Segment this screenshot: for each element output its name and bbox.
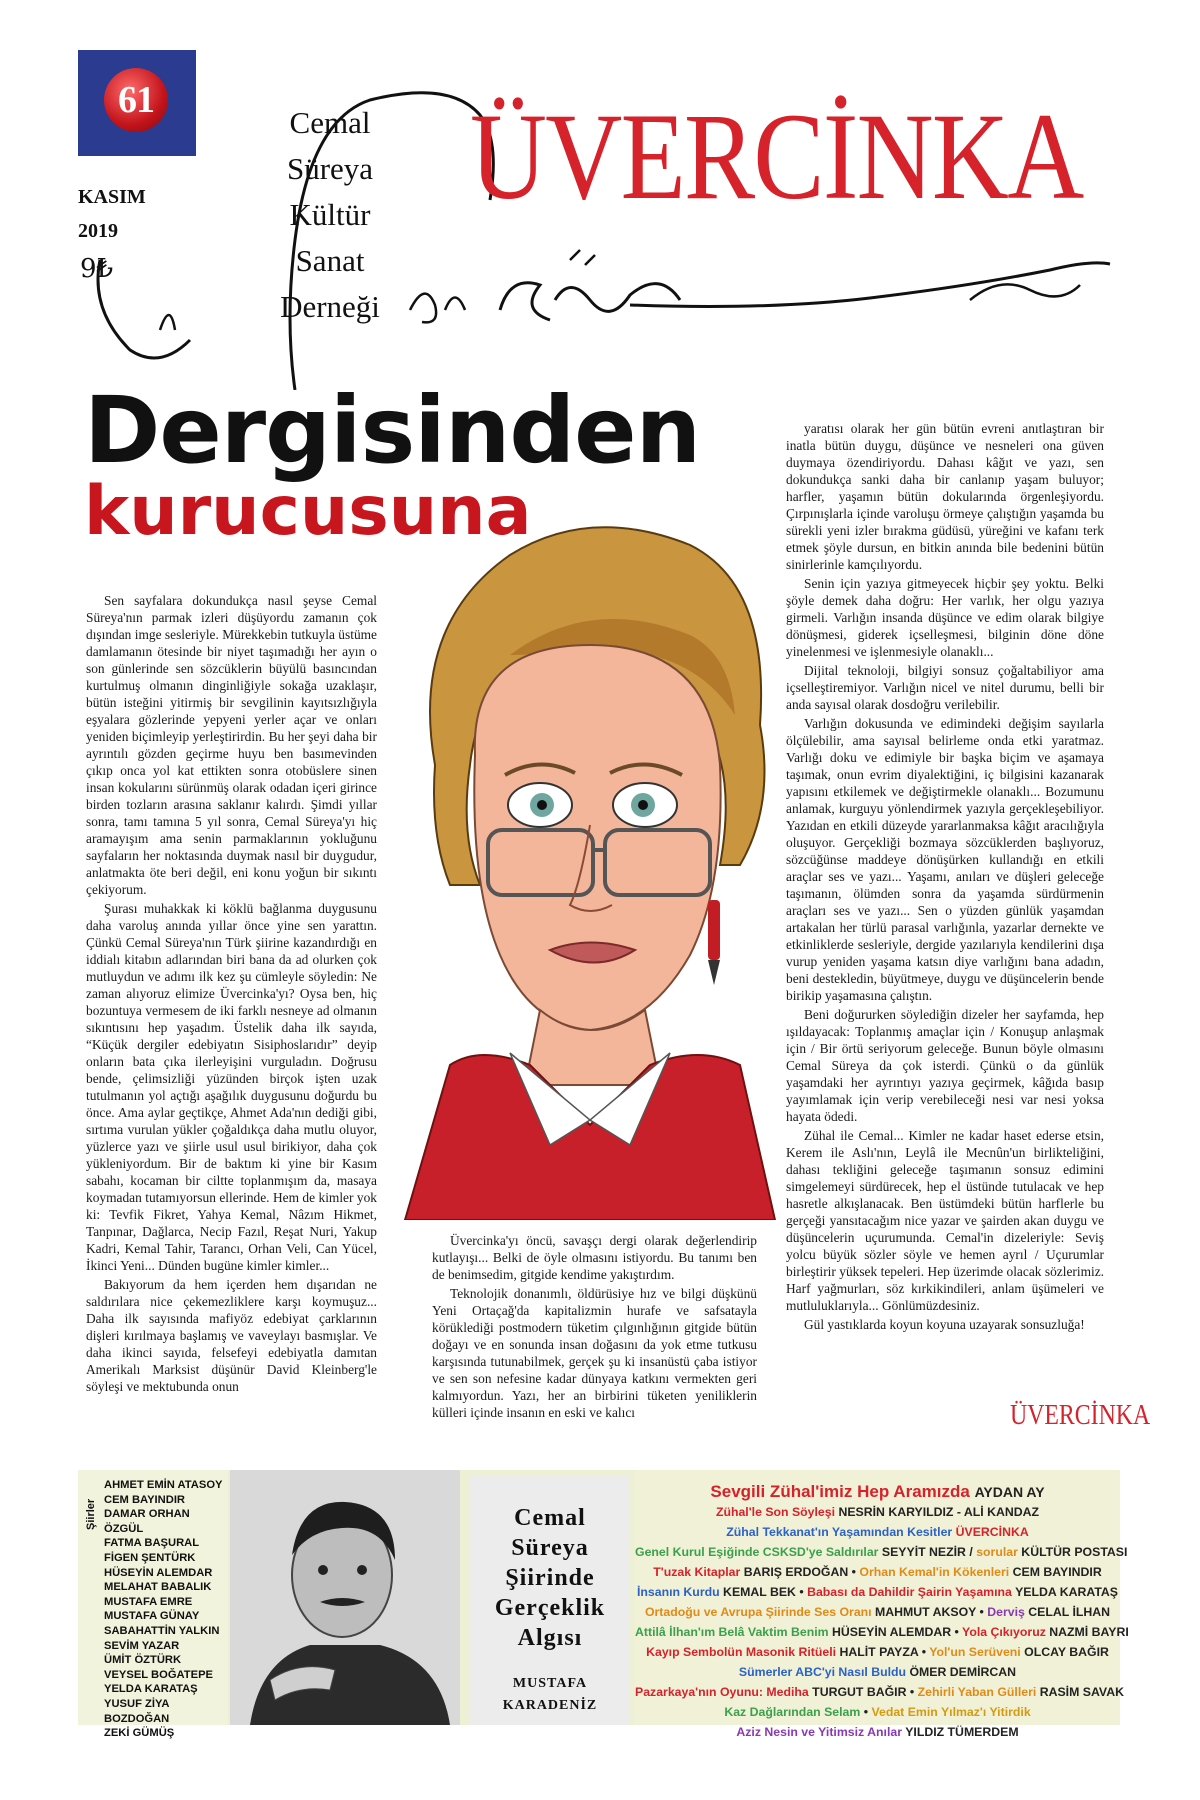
- essay-author-line: KARADENİZ: [502, 1698, 598, 1713]
- contents-entry: [635, 1662, 1120, 1682]
- contents-entry: [635, 1682, 1124, 1702]
- paragraph: Zühal ile Cemal... Kimler ne kadar haset ederse etsin, Kerem ile Aslı'nın, Leylâ ile Mecnûn'un birlikteliğini, dahası tekliğini geleceğe taşımanın sonsuz edimini simgelemeyi sürdürecek, hep el üstünde tutulacak ve hep hasretle alkışlanacak. Ben üstümdeki bütün harflerle bu gerçeği yansıtacağım nice yazar ve şairden akan duygu ve düşüncelerin uçurumunda. Cemal'in dizeleriyle: Seviş yolcu büyük sözler söyle ve hemen ayrıl / Uçurumlar birleştirir yüksek tepeleri. Hep üzerimde olacak sözlerimiz. Harf yağmurları, söz kırkikindileri, anlam üşümeleri ve mutluluklarıyla... Gönlümüzdesiniz.: [786, 1128, 1104, 1313]
- poet-name: HÜSEYİN ALEMDAR: [104, 1566, 213, 1579]
- poet-name: FİGEN ŞENTÜRK: [104, 1551, 196, 1564]
- contents-entry-part: Aziz Nesin ve Yitimsiz Anılar: [736, 1725, 902, 1739]
- contents-entry-part: KÜLTÜR POSTASI: [1017, 1545, 1128, 1559]
- contents-entry: [635, 1642, 1120, 1662]
- poet-name: MUSTAFA EMRE: [104, 1595, 193, 1608]
- contents-entry-part: NESRİN KARYILDIZ - ALİ KANDAZ: [835, 1505, 1040, 1519]
- contents-entry-part: OLCAY BAĞIR: [1020, 1645, 1109, 1659]
- issue-year: 2019: [78, 220, 118, 242]
- contents-entry-part: T'uzak Kitaplar: [653, 1565, 741, 1579]
- contents-entry-part: Zühal Tekkanat'ın Yaşamından Kesitler: [726, 1525, 953, 1539]
- contents-entry-part: Derviş: [987, 1605, 1025, 1619]
- contents-entry-part: ÖMER DEMİRCAN: [906, 1665, 1017, 1679]
- article-column-3: [786, 420, 1104, 1420]
- association-line: Kültür: [289, 197, 371, 232]
- paragraph: Teknolojik donanımlı, öldürüsiye hız ve bilgi düşkünü Yeni Ortaçağ'da kapitalizmin hurafe ve safsatayla körüklediği postmodern tüketim çılgınlığının gitgide bütün doğayı ve en sonunda insan doğasını da yok etme tutkusu karşısında tutunabilmek, gerçek şu ki insanüstü çaba istiyor ve sen son nefesine kadar dünyaya katkını vermekten geri kalmıyordun. Yazı, her an birbirini tüketen yeniliklerin külleri içinde insanın en eski ve kalıcı: [432, 1286, 757, 1420]
- paragraph: Şurası muhakkak ki köklü bağlanma duygusunu daha varoluş anında yıllar önce yine sen yarattın. Çünkü Cemal Süreya'nın Türk şiirine kazandırdığı en iddialı kitabın adlarından biri bana da ad olurken çok mutluydun ve adımı ilk kez şu cümleyle söyledin: Ne zaman alıyoruz elimize Üvercinka'yı? Oysa ben, hiç bozuntuya vermesem de iki farklı nesneye ad olmanın sıkıntısını hep yaşadım. Üstelik daha ilk sayıda, “Küçük dergiler edebiyatın Sisiphoslarıdır” deyip onların bata çıka ilerleyişini vurguladın. Doğrusu bende, çelimsizliği yüzünden birçok işten uzak tutulmanın yol açtığı aşağılık duygusunu doğurdu bu önce. Ama aylar geçtikçe, Ahmet Ada'nın dediği gibi, sırtıma vurulan yükler çoğaldıkça daha mutlu oluyor, yüzlerce yazı ve şiirle usul usul birikiyor, daha çok yükleniyordum. Bir de baktım ki yine bir Kasım sabahı, kocaman bir ciltte toplanmışım da, masaya koymadan tutamıyorsun ellerinde. Hem de kimler yok ki: Tevfik Fikret, Yahya Kemal, Nâzım Hikmet, Tanpınar, Dağlarca, Necip Fazıl, Reşat Nuri, Yakup Kadri, Kemal Tahir, Tarancı, Orhan Veli, Can Yücel, İkinci Yeni... Dünden bugüne kimler kimler...: [86, 901, 377, 1273]
- paragraph: Üvercinka'yı öncü, savaşçı dergi olarak değerlendirip kutlayışı... Belki de öyle olmasını istiyordu. Bu tanımı ben de benimsedim, gitgide kendime yakıştırdım.: [432, 1233, 757, 1282]
- contents-entry-part: ÜVERCİNKA: [952, 1525, 1029, 1539]
- contents-title-author: AYDAN AY: [974, 1484, 1045, 1500]
- contents-entry-part: Attilâ İlhan'ım Belâ Vaktim Benim: [635, 1625, 829, 1639]
- contents-entry-part: Vedat Emin Yılmaz'ı Yitirdik: [871, 1705, 1031, 1719]
- association-line: Cemal: [289, 105, 371, 140]
- poet-name: CEM BAYINDIR: [104, 1493, 186, 1506]
- issue-month: KASIM: [78, 186, 146, 208]
- contents-entry: [635, 1722, 1120, 1742]
- contents-entry-part: Babası da Dahildir Şairin Yaşamına: [807, 1585, 1012, 1599]
- contents-entry-part: Kaz Dağlarından Selam: [724, 1705, 861, 1719]
- contents-entry-part: Kayıp Sembolün Masonik Ritüeli: [646, 1645, 837, 1659]
- table-of-contents: [635, 1470, 1129, 1739]
- poet-name: AHMET EMİN ATASOY: [104, 1479, 223, 1491]
- article-column-1: [86, 592, 377, 1432]
- headline-line2: kurucusuna: [84, 472, 532, 551]
- essay-title-line: Gerçeklik: [494, 1595, 606, 1621]
- contents-entry-part: CELAL İLHAN: [1024, 1605, 1111, 1619]
- poet-name: VEYSEL BOĞATEPE: [104, 1668, 214, 1681]
- essay-title-line: Şiirinde: [505, 1565, 595, 1591]
- contents-entry: [635, 1562, 1120, 1582]
- contents-entry: [635, 1502, 1120, 1522]
- essay-author-line: MUSTAFA: [512, 1676, 588, 1691]
- contents-entry-part: TURGUT BAĞIR •: [808, 1685, 918, 1699]
- contents-entry: [635, 1622, 1129, 1642]
- contents-entry-part: İnsanın Kurdu: [636, 1585, 720, 1599]
- poet-name: FATMA BAŞURAL: [104, 1537, 200, 1550]
- essay-title-line: Algısı: [517, 1625, 583, 1651]
- poet-name: ÜMİT ÖZTÜRK: [104, 1654, 182, 1667]
- contents-entry-part: Yola Çıkıyoruz: [962, 1625, 1046, 1639]
- contents-entry-part: Orhan Kemal'in Kökenleri: [859, 1565, 1010, 1579]
- contents-title-text: Sevgili Zühal'imiz Hep Aramızda: [710, 1482, 970, 1501]
- contents-title: [635, 1482, 1120, 1502]
- paragraph: Beni doğururken söylediğin dizeler her sayfamda, hep ışıldayacak: Toplanmış amaçlar için / Konuşup anlaşmak için / Bir örtü seriyorum geleceğe. Bunun böyle olmasını Cemal Süreya da çok isterdi. Çünkü o da günlük yaşamdaki her ayrıntıyı yazıya geçirmek, kâğıda basıp yayımlamak için verip verebileceği nesi var nesi yoksa hayata ödedi.: [786, 1007, 1104, 1124]
- caricature-portrait: [390, 505, 790, 1220]
- contents-entry: [635, 1702, 1120, 1722]
- contents-entry-part: RASİM SAVAK: [1036, 1685, 1124, 1699]
- paragraph: Sen sayfalara dokundukça nasıl şeyse Cemal Süreya'nın parmak izleri düşüyordu zamanın çok dışından imge sesleriyle. Mürekkebin tutkuyla üstüme damlamanın ötesinde bir niyet taşımadığı her ayın o son günlerinde sen sözcüklerin büyülü basıncından kurtulmuş olmanın dinginliğiyle sokağa uzaklaşır, bütün isteğini yitirmiş bir sevgilinin kayıtsızlığıyla eşyalara gözlerinde yepyeni yerler açar ve onları yeniden biçimleyip yerleştirirdin. Bu her şeyi daha bir ayrıntılı gözden geçirme huyu ben basımevinden çıkıp onca yol kat ettikten sonra otobüslere sinen insan kokularını sürünmüş olarak odadan içeri girince birden tozların arasına saklanır kalırdı. Şimdi yıllar sonra, tamı tamına 5 yıl sonra, Cemal Süreya'yı hiç aramayışım ama senin parmaklarının yokluğunu sayfaların her noktasında duymak nasıl bir duygudur, anlatmakta öte beri değil, eni konu yoğun bir sıkıntı çekiyorum.: [86, 593, 377, 897]
- paragraph: Varlığın dokusunda ve edimindeki değişim sayılarla ölçülebilir, ama sayısal belirleme onda etki yaratmaz. Varlığı doku ve edimiyle bir başka biçim ve aşamaya taşımak, onun evrim diyalektiğini, iç bilgisini kazanarak yapısını etkilemek ve değiştirmekle olanaklı... Bozumunu anlamak, kurguyu yönlendirmek yazıyla gerçekleşebiliyor. Yazıdan en etkili düzeyde yararlanmaksa kâğıt aracılığıyla oluşuyor. Gerçekliği bozmaya sözcüklerden başlıyoruz, sözcüğünse maddeye dönüşürken kullandığı en etkili araçlar ses ve yazı... Yaşamı, anıları ve düşleri geleceğe taşımanın, ölümden sonra da yaşamda sürdürmenin araçları ses ve yazı... Sen o yüzden günlük yaşamdan artakalan her türlü parasal varlığınla, yazarlar dernekte ve etkinliklerde sesleriyle, dergide yazılarıyla kendilerini dışa vurup yeniden yaşama katsın diye varlığını bana adadın, beni destekledin, büyütmeye, duygu ve düşüncelerin bende birikip yaşamasına çalıştın.: [786, 716, 1104, 1003]
- poet-name: SEVİM YAZAR: [104, 1639, 180, 1652]
- contents-entry-part: Genel Kurul Eşiğinde CSKSD'ye Saldırılar: [635, 1545, 879, 1559]
- poet-name: ZEKİ GÜMÜŞ: [104, 1727, 175, 1740]
- issue-price: 9₺: [80, 254, 114, 284]
- article-signature-logo: ÜVERCİNKA: [1010, 1400, 1151, 1431]
- contents-entry-part: YELDA KARATAŞ: [1011, 1585, 1119, 1599]
- poet-name: YELDA KARATAŞ: [104, 1683, 198, 1696]
- contents-entry-part: HALİT PAYZA •: [836, 1645, 930, 1659]
- contents-entry-part: Yol'un Serüveni: [929, 1645, 1021, 1659]
- poet-name: MELAHAT BABALIK: [104, 1581, 212, 1594]
- paragraph: Senin için yazıya gitmeyecek hiçbir şey yoktu. Belki şöyle demek daha doğru: Her varlık, her olgu yazıya girmeli. Varlığın insanda düşünce ve edim olarak bilgiye dönüşmesi, giderek içselleşmesi, bilginin döne döne yinelenmesi ve işlenmesiyle olanaklı...: [786, 576, 1104, 659]
- contents-entry: [635, 1602, 1120, 1622]
- poets-label: Şiirler: [85, 1498, 97, 1530]
- contents-entry: [635, 1542, 1128, 1562]
- association-line: Süreya: [286, 151, 374, 186]
- paragraph: Bakıyorum da hem içerden hem dışarıdan ne saldırılara nice çekemezliklere karşı koymuşuz... Daha ilk sayısında mafiyöz edebiyat çarklarının dişleri kırılmaya başlamış ve vaveylayı basmışlar. Ve daha ikinci sayıda, felsefeyi edebiyatla damıtan Amerikalı Marksist düşünür David Kleinberg'le söyleşi ve mektubunda onun: [86, 1277, 377, 1394]
- contents-entry-part: SEYYİT NEZİR /: [878, 1545, 977, 1559]
- contents-entry: [635, 1522, 1120, 1542]
- poet-name: MUSTAFA GÜNAY: [104, 1610, 200, 1623]
- association-line: Sanat: [295, 243, 365, 278]
- poet-name: YUSUF ZİYA BOZDOĞAN: [104, 1697, 170, 1725]
- contents-entry-part: YILDIZ TÜMERDEM: [902, 1725, 1019, 1739]
- article-column-2: [432, 1232, 757, 1446]
- contents-entry-part: MAHMUT AKSOY •: [871, 1605, 988, 1619]
- contents-entry-part: Zühal'le Son Söyleşi: [715, 1505, 836, 1519]
- contents-entry-part: Ortadoğu ve Avrupa Şiirinde Ses Oranı: [644, 1605, 872, 1619]
- poet-name: DAMAR ORHAN ÖZGÜL: [104, 1508, 190, 1535]
- magazine-logo: ÜVERCİNKA: [470, 88, 1083, 225]
- issue-number: 61: [104, 68, 168, 132]
- contents-entry-part: •: [860, 1705, 872, 1719]
- poets-list: [78, 1470, 228, 1740]
- paragraph: Gül yastıklarda koyun koyuna uzayarak sonsuzluğa!: [804, 1317, 1085, 1332]
- contents-entry-part: BARIŞ ERDOĞAN •: [740, 1565, 860, 1579]
- poet-name: SABAHATTİN YALKIN: [104, 1624, 220, 1637]
- contents-entry-part: KEMAL BEK •: [719, 1585, 808, 1599]
- paragraph: yaratısı olarak her gün bütün evreni anıtlaştıran bir inatla bütün duygu, düşünce ve nesneleri ona güven duymaya özendiriyordu. Dahası kâğıt ve yazı, sen dokundukça sanki daha bir canlanıp yaşam buluyor; harfler, yaşamın bütün dokularında örgenleşiyordu. Çırpınışlarla içinde varoluşu örmeye çalıştığın yaşamda bu sürekli yeni izler bırakma güdüsü, yüreğini ve kafanı terk etmek şöyle dursun, en bitkin anında bile bedenini bütün sinirlerinle kamçılıyordu.: [786, 421, 1104, 572]
- headline-line1: Dergisinden: [84, 377, 701, 484]
- contents-entry: [635, 1582, 1120, 1602]
- contents-entry-part: Zehirli Yaban Gülleri: [917, 1685, 1037, 1699]
- contents-entry-part: HÜSEYİN ALEMDAR •: [828, 1625, 963, 1639]
- author-photo: [230, 1470, 460, 1725]
- association-line: Derneği: [280, 289, 380, 324]
- essay-title-line: Cemal: [514, 1505, 586, 1531]
- contents-entry-part: Sümerler ABC'yi Nasıl Buldu: [738, 1665, 907, 1679]
- essay-title-line: Süreya: [511, 1535, 589, 1561]
- contents-entry-part: Pazarkaya'nın Oyunu: Mediha: [635, 1685, 809, 1699]
- contents-entry-part: CEM BAYINDIR: [1009, 1565, 1102, 1579]
- paragraph: Dijital teknoloji, bilgiyi sonsuz çoğaltabiliyor ama içselleştiremiyor. Varlığın nicel ve nitel durumu, belli bir anda sayısal olarak dosdoğru verilebilir.: [786, 663, 1104, 712]
- contents-entry-part: NAZMİ BAYRI: [1045, 1625, 1129, 1639]
- essay-block: [470, 1475, 630, 1725]
- contents-entry-part: sorular: [976, 1545, 1018, 1559]
